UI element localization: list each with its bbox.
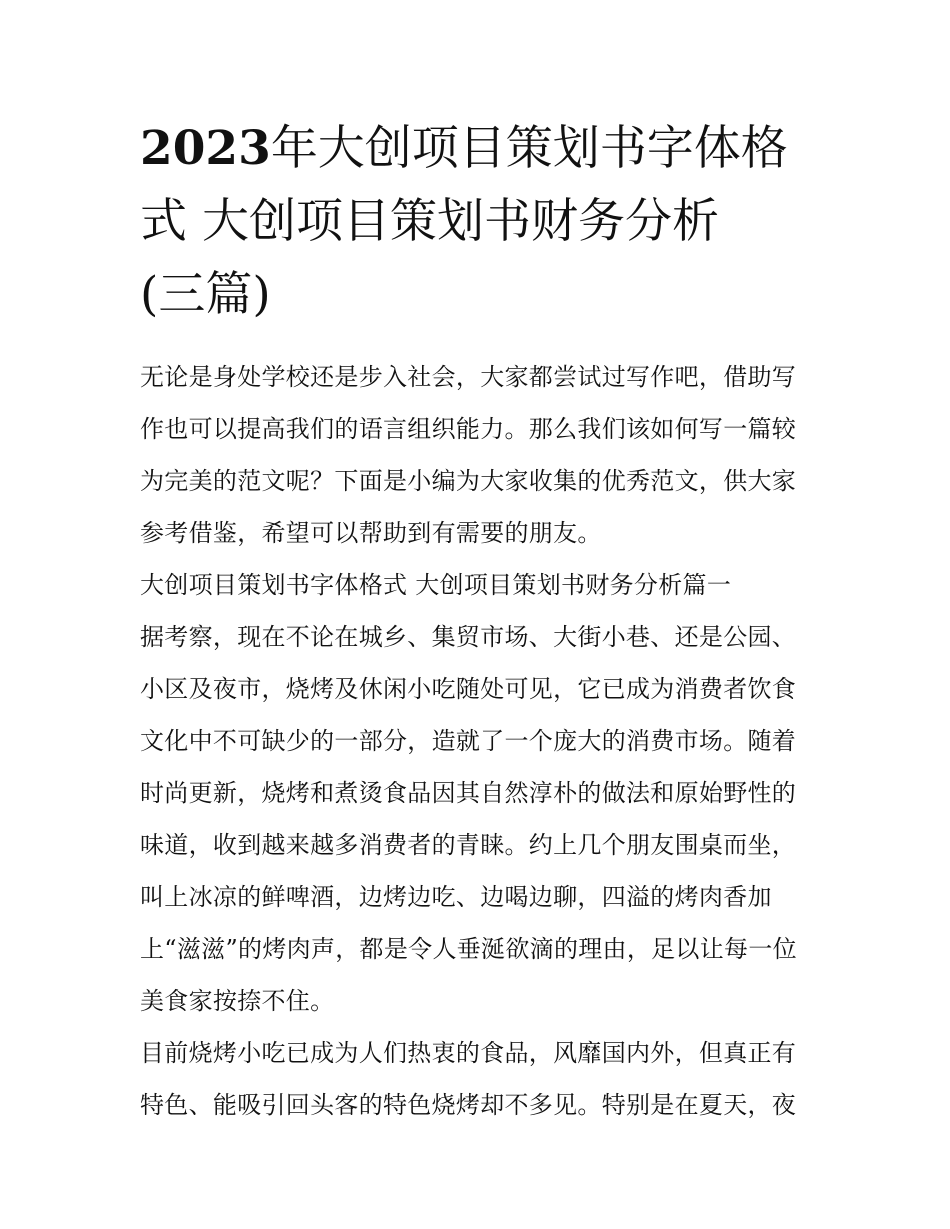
title-line-1: 年大创项目策划书字体格 (270, 121, 788, 176)
body-line: 特色、能吸引回头客的特色烧烤却不多见。特别是在夏天，夜 (140, 1091, 797, 1119)
body-line: 叫上冰凉的鲜啤酒，边烤边吃、边喝边聊，四溢的烤肉香加 (140, 883, 772, 911)
title-year: 2023 (140, 121, 271, 176)
body-line: 参考借鉴，希望可以帮助到有需要的朋友。 (140, 519, 602, 547)
body-line: 美食家按捺不住。 (140, 987, 335, 1015)
section-heading: 大创项目策划书字体格式 大创项目策划书财务分析篇一 (140, 571, 732, 599)
body-line: 目前烧烤小吃已成为人们热衷的食品，风靡国内外，但真正有 (140, 1039, 797, 1067)
body-line: 据考察，现在不论在城乡、集贸市场、大街小巷、还是公园、 (140, 623, 797, 651)
document-page (140, 112, 812, 1131)
body-line: 时尚更新，烧烤和煮烫食品因其自然淳朴的做法和原始野性的 (140, 779, 797, 807)
body-line: 味道，收到越来越多消费者的青睐。约上几个朋友围桌而坐， (140, 831, 797, 859)
body-line: 为完美的范文呢？下面是小编为大家收集的优秀范文，供大家 (140, 467, 797, 495)
body-line: 小区及夜市，烧烤及休闲小吃随处可见，它已成为消费者饮食 (140, 675, 797, 703)
title-line-2: 式 大创项目策划书财务分析 (140, 194, 719, 249)
body-line: 文化中不可缺少的一部分，造就了一个庞大的消费市场。随着 (140, 727, 797, 755)
title-line-3: (三篇) (140, 267, 271, 322)
body-line: 作也可以提高我们的语言组织能力。那么我们该如何写一篇较 (140, 415, 797, 443)
body-line: 上“滋滋”的烤肉声，都是令人垂涎欲滴的理由，足以让每一位 (140, 935, 797, 963)
document-title (140, 112, 812, 331)
document-body (140, 351, 812, 1131)
body-line: 无论是身处学校还是步入社会，大家都尝试过写作吧，借助写 (140, 363, 797, 391)
